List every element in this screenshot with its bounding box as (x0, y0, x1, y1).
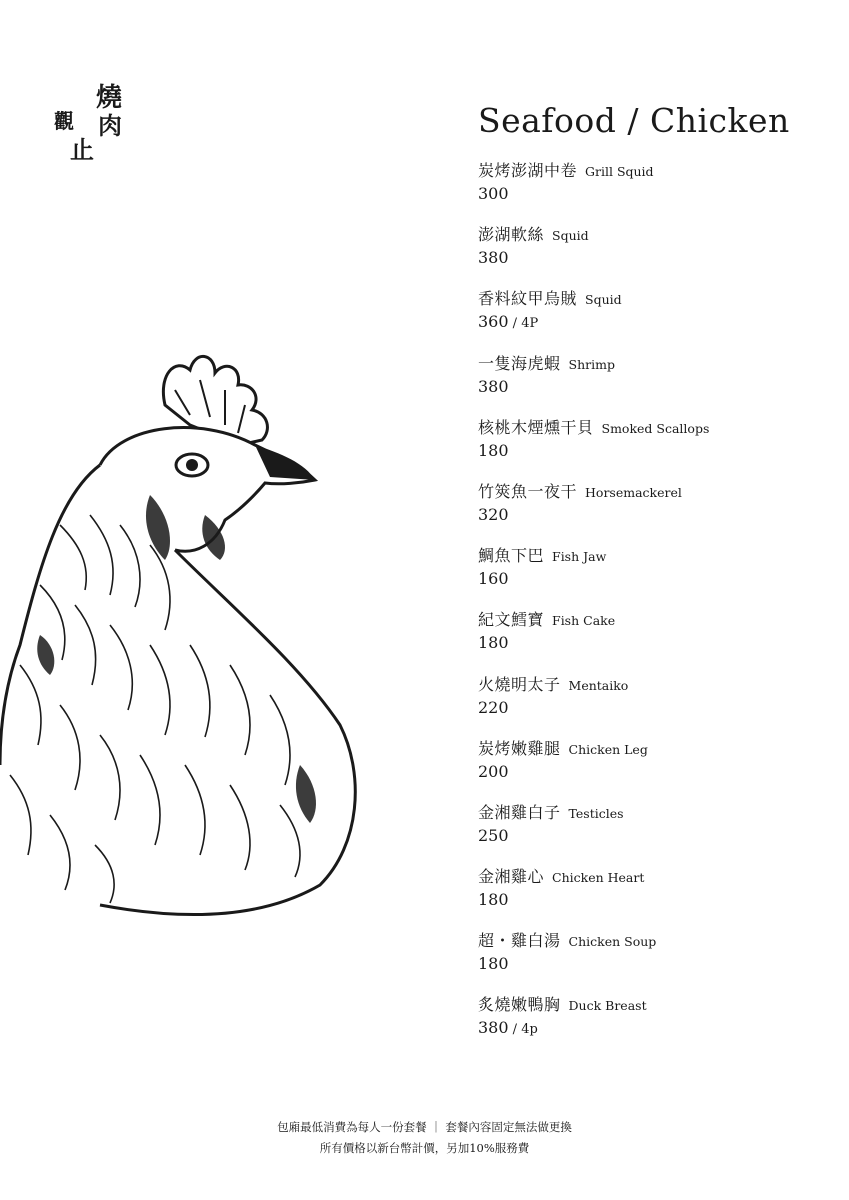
menu-item-price-line (478, 375, 838, 401)
menu-item (478, 674, 838, 738)
menu-item-price-line (478, 760, 838, 786)
menu-item (478, 866, 838, 930)
menu-item (478, 930, 838, 994)
menu-item-name (478, 866, 838, 888)
rooster-head-engraving-icon (0, 345, 370, 925)
menu-item-name-en: Shrimp (568, 356, 615, 372)
menu-item-price-line (478, 696, 838, 722)
menu-item-name (478, 994, 838, 1016)
menu-item-name-en: Chicken Soup (568, 934, 657, 950)
menu-item-portion: / 4p (508, 1022, 538, 1038)
menu-item-price: 320 (478, 504, 509, 524)
menu-item (478, 738, 838, 802)
menu-item-price-line (478, 1016, 838, 1042)
menu-item-name-zh: 竹筴魚一夜干 (478, 481, 578, 501)
menu-item-name-en: Testicles (568, 805, 624, 821)
menu-item (478, 160, 838, 224)
menu-item-price-line (478, 503, 838, 529)
menu-item-name (478, 545, 838, 567)
menu-item (478, 288, 838, 352)
menu-item (478, 609, 838, 673)
svg-text:止: 止 (70, 135, 94, 164)
menu-item-name-zh: 香料紋甲烏賊 (478, 289, 578, 309)
section-title: Seafood / Chicken (478, 101, 790, 140)
menu-item-price: 380 (478, 376, 509, 396)
menu-item-name (478, 674, 838, 696)
footer-line-service-charge: 所有價格以新台幣計價，另加10%服務費 (319, 1141, 530, 1155)
menu-item-price-line (478, 824, 838, 850)
menu-item-name (478, 417, 838, 439)
menu-item-name-zh: 超・雞白湯 (478, 931, 561, 951)
menu-item-name-zh: 核桃木煙燻干貝 (478, 417, 594, 437)
menu-item-price-line (478, 439, 838, 465)
menu-item-name (478, 738, 838, 760)
menu-item-name-zh: 紀文鱈寶 (478, 610, 545, 630)
svg-text:肉: 肉 (98, 111, 122, 140)
brand-logo (48, 82, 140, 168)
menu-item-name-en: Grill Squid (585, 164, 654, 179)
brand-logo-calligraphy (48, 82, 140, 168)
menu-item-price: 180 (478, 633, 509, 653)
menu-item-price-line (478, 182, 838, 208)
menu-item-name-zh: 金湘雞白子 (478, 802, 561, 822)
footer-notes (0, 1117, 849, 1159)
menu-item (478, 481, 838, 545)
menu-item (478, 417, 838, 481)
svg-text:燒: 燒 (96, 83, 123, 113)
menu-item-name-en: Mentaiko (568, 677, 629, 693)
menu-item-name-zh: 澎湖軟絲 (478, 225, 545, 245)
menu-item (478, 802, 838, 866)
menu-item-price-line (478, 246, 838, 272)
menu-item-name-zh: 鯛魚下巴 (478, 546, 545, 566)
menu-item-name-zh: 金湘雞心 (478, 867, 545, 887)
menu-item-price: 180 (478, 440, 509, 460)
menu-item (478, 353, 838, 417)
menu-item-name-en: Fish Cake (552, 613, 616, 629)
menu-item-price: 180 (478, 954, 509, 974)
menu-item-price: 360 (478, 312, 509, 332)
menu-item-name (478, 353, 838, 375)
menu-item-price-line (478, 952, 838, 978)
menu-item-name-en: Chicken Heart (552, 870, 645, 886)
menu-item-name-en: Squid (552, 228, 589, 244)
menu-item-name-zh: 火燒明太子 (478, 674, 561, 694)
menu-item-portion: / 4P (508, 316, 539, 332)
footer-line-room-minimum: 包廂最低消費為每人一份套餐 ｜ 套餐內容固定無法做更換 (277, 1120, 572, 1134)
menu-item-name (478, 288, 838, 310)
menu-item-name (478, 609, 838, 631)
menu-item (478, 994, 838, 1058)
menu-item-price: 160 (478, 569, 509, 589)
menu-item-name-en: Fish Jaw (552, 549, 607, 565)
menu-section (478, 100, 838, 1059)
menu-item-price: 250 (478, 825, 509, 845)
svg-text:觀: 觀 (54, 109, 74, 133)
rooster-illustration (0, 345, 370, 925)
menu-item-name-zh: 炭烤澎湖中卷 (478, 161, 578, 180)
menu-item-price: 380 (478, 1018, 509, 1038)
menu-item-price: 180 (478, 890, 509, 910)
menu-item-name (478, 224, 838, 246)
menu-item-name-en: Duck Breast (568, 998, 647, 1014)
menu-item-name-en: Chicken Leg (568, 741, 648, 757)
menu-item-name (478, 930, 838, 952)
menu-item-name (478, 802, 838, 824)
menu-item-name-zh: 一隻海虎蝦 (478, 353, 561, 373)
menu-item-price: 200 (478, 761, 509, 781)
menu-item (478, 545, 838, 609)
menu-item-name-zh: 炙燒嫩鴨胸 (478, 995, 561, 1015)
menu-item-price: 300 (478, 184, 509, 203)
menu-item-name (478, 481, 838, 503)
menu-item-name (478, 160, 838, 182)
menu-item-price-line (478, 310, 838, 336)
menu-item-name-zh: 炭烤嫩雞腿 (478, 738, 561, 758)
menu-item (478, 224, 838, 288)
menu-item-price-line (478, 567, 838, 593)
menu-item-name-en: Smoked Scallops (601, 420, 710, 436)
menu-item-name-en: Horsemackerel (585, 484, 682, 500)
menu-item-price: 220 (478, 697, 509, 717)
menu-item-price-line (478, 631, 838, 657)
menu-item-name-en: Squid (585, 292, 622, 308)
menu-item-price-line (478, 888, 838, 914)
menu-item-list (478, 160, 838, 1059)
menu-item-price: 380 (478, 248, 509, 268)
